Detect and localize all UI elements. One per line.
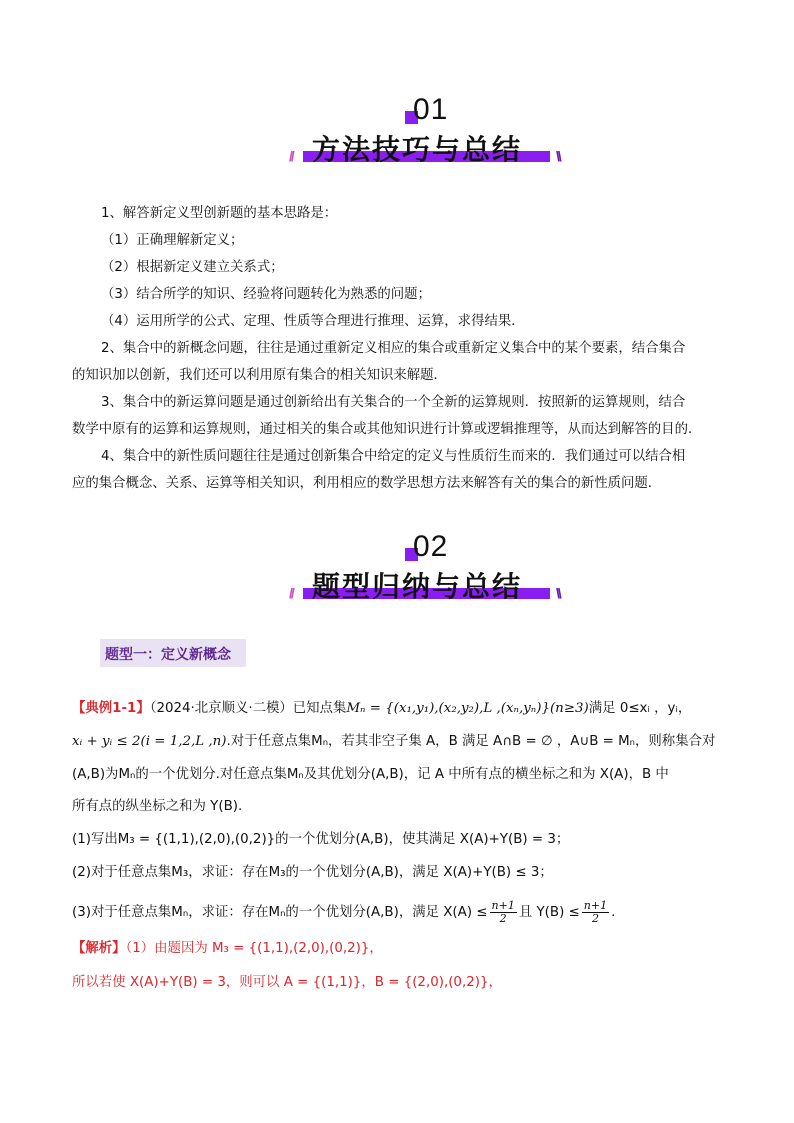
example-line-3: (A,B)为Mₙ的一个优划分.对任意点集Mₙ及其优划分(A,B)，记 A 中所有点的横坐标之和为 X(A)，B 中 bbox=[72, 767, 669, 782]
example-line-1-suffix: 满足 0≤xᵢ ，yᵢ， bbox=[588, 701, 692, 716]
question-3-end: . bbox=[611, 905, 616, 920]
fraction-numerator: n+1 bbox=[583, 898, 608, 912]
solution-line-1-text: （1）由题因为 M₃ = {(1,1),(2,0),(0,2)}， bbox=[125, 941, 383, 956]
method-line: 应的集合概念、关系、运算等相关知识，利用相应的数学思想方法来解答有关的集合的新性质问题． bbox=[72, 476, 662, 491]
example-line-2 bbox=[72, 731, 715, 753]
method-line: （4）运用所学的公式、定理、性质等合理进行推理、运算，求得结果． bbox=[101, 314, 525, 329]
method-line: 2、集合中的新概念问题，往往是通过重新定义相应的集合或重新定义集合中的某个要素，结合集合 bbox=[101, 341, 686, 356]
fraction bbox=[490, 900, 517, 925]
example-tag: 【典例1-1】 bbox=[72, 701, 150, 716]
method-line: 3、集合中的新运算问题是通过创新给出有关集合的一个全新的运算规则．按照新的运算规则，结合 bbox=[101, 395, 686, 410]
section-1-header bbox=[0, 90, 794, 170]
method-line: 1、解答新定义型创新题的基本思路是： bbox=[101, 206, 338, 221]
fraction-numerator: n+1 bbox=[491, 898, 515, 912]
fraction-denominator: 2 bbox=[499, 911, 507, 925]
question-3-mid: 且 Y(B) ≤ bbox=[518, 905, 580, 920]
slash-decoration-right: \\ bbox=[556, 148, 560, 164]
method-line: （2）根据新定义建立关系式； bbox=[101, 260, 284, 275]
slash-decoration-left: // bbox=[289, 148, 293, 164]
point-set-formula: Mₙ = {(x₁,y₁),(x₂,y₂),L ,(xₙ,yₙ)}(n≥3) bbox=[346, 701, 589, 716]
fraction-denominator: 2 bbox=[591, 911, 599, 925]
section-number: 02 bbox=[413, 530, 449, 563]
section-title: 方法技巧与总结 bbox=[312, 133, 523, 166]
question-3 bbox=[72, 898, 615, 928]
question-1: (1)写出M₃ = {(1,1),(2,0),(0,2)}的一个优划分(A,B)，使其满足 X(A)+Y(B) = 3； bbox=[72, 832, 570, 847]
method-line: （1）正确理解新定义； bbox=[101, 233, 244, 248]
question-2: (2)对于任意点集M₃，求证：存在M₃的一个优划分(A,B)，满足 X(A)+Y(B) ≤ 3； bbox=[72, 865, 553, 880]
method-line: （3）结合所学的知识、经验将问题转化为熟悉的问题； bbox=[101, 287, 431, 302]
method-line: 4、集合中的新性质问题往往是通过创新集合中给定的定义与性质衍生而来的．我们通过可以结合相 bbox=[101, 449, 686, 464]
example-line-4: 所有点的纵坐标之和为 Y(B). bbox=[72, 799, 243, 814]
constraint-formula: xᵢ + yᵢ ≤ 2(i = 1,2,L ,n) bbox=[72, 734, 227, 749]
solution-tag: 【解析】 bbox=[72, 941, 126, 956]
topic-label: 题型一：定义新概念 bbox=[105, 647, 231, 663]
slash-decoration-left: // bbox=[289, 585, 293, 601]
example-line-1 bbox=[72, 698, 691, 720]
solution-line-1 bbox=[72, 938, 383, 960]
example-source: （2024·北京顺义·二模）已知点集 bbox=[149, 701, 347, 716]
question-3-prefix: (3)对于任意点集Mₙ，求证：存在Mₙ的一个优划分(A,B)，满足 X(A) ≤ bbox=[72, 905, 488, 920]
section-2-header bbox=[0, 527, 794, 607]
example-line-2-text: .对于任意点集Mₙ，若其非空子集 A，B 满足 A∩B = ∅ ，A∪B = Mₙ，则称集合对 bbox=[226, 734, 716, 749]
section-title: 题型归纳与总结 bbox=[312, 570, 523, 603]
solution-line-2: 所以若使 X(A)+Y(B) = 3，则可以 A = {(1,1)}，B = {(2,0),(0,2)}， bbox=[72, 975, 502, 990]
section-number: 01 bbox=[413, 93, 449, 126]
method-line: 的知识加以创新，我们还可以利用原有集合的相关知识来解题． bbox=[72, 368, 447, 383]
method-line: 数学中原有的运算和运算规则，通过相关的集合或其他知识进行计算或逻辑推理等，从而达到解答的目的． bbox=[72, 422, 702, 437]
fraction bbox=[582, 900, 609, 925]
slash-decoration-right: \\ bbox=[556, 585, 560, 601]
